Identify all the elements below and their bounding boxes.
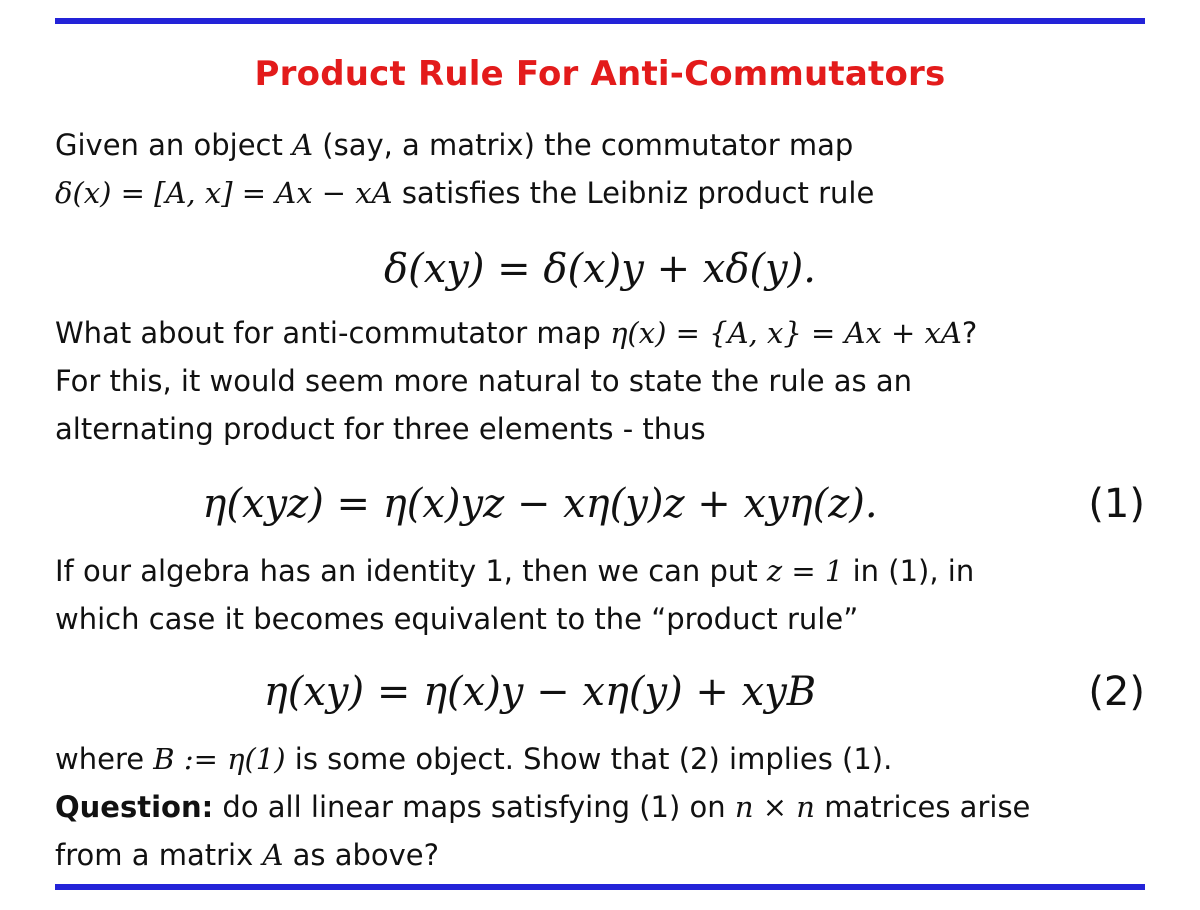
para2-line3: alternating product for three elements - thus (55, 412, 706, 446)
question-line2 (55, 836, 439, 874)
commutator-definition: δ(x) = [A, x] = Ax − xA (55, 176, 393, 210)
para3-line2: which case it becomes equivalent to the “product rule” (55, 602, 859, 636)
b-definition: B := η(1) (153, 742, 286, 776)
slide-title: Product Rule For Anti-Commutators (254, 54, 946, 94)
var-A: A (292, 128, 314, 162)
equation-2: η(xy) = η(x)y − xη(y) + xyB (263, 669, 817, 715)
para2-text-a: What about for anti-commutator map (55, 316, 611, 350)
para1-line1 (55, 126, 853, 164)
question-line1 (55, 788, 1030, 826)
para4-text-a: where (55, 742, 154, 776)
question-text-b: matrices arise (814, 790, 1031, 824)
top-rule (55, 18, 1145, 24)
para2-line2: For this, it would seem more natural to state the rule as an (55, 364, 913, 398)
para1-line2 (55, 174, 874, 212)
equation-2-number: (2) (1088, 669, 1145, 715)
question-label: Question: (55, 790, 214, 824)
para3-text-b: in (1), in (843, 554, 975, 588)
equation-1: η(xyz) = η(x)yz − xη(y)z + xyη(z). (202, 481, 878, 527)
equation-1-number: (1) (1088, 481, 1145, 527)
para1-text-b: (say, a matrix) the commutator map (313, 128, 854, 162)
question-text-d: as above? (283, 838, 440, 872)
para3-line1 (55, 552, 974, 590)
question-text-a: do all linear maps satisfying (1) on (213, 790, 735, 824)
para1-text-a: Given an object (55, 128, 293, 162)
para2-question-mark: ? (961, 316, 978, 350)
para1-text-c: satisfies the Leibniz product rule (392, 176, 875, 210)
var-A-2: A (262, 838, 284, 872)
question-text-c: from a matrix (55, 838, 263, 872)
bottom-rule (55, 884, 1145, 890)
n-by-n: n × n (734, 790, 815, 824)
para4-text-b: is some object. Show that (2) implies (1). (285, 742, 893, 776)
para3-text-a: If our algebra has an identity 1, then we can put (55, 554, 767, 588)
para4-line1 (55, 740, 892, 778)
para2-line1 (55, 314, 977, 352)
leibniz-equation: δ(xy) = δ(x)y + xδ(y). (384, 246, 816, 292)
anticommutator-definition: η(x) = {A, x} = Ax + xA (610, 316, 962, 350)
z-equals-one: z = 1 (766, 554, 844, 588)
